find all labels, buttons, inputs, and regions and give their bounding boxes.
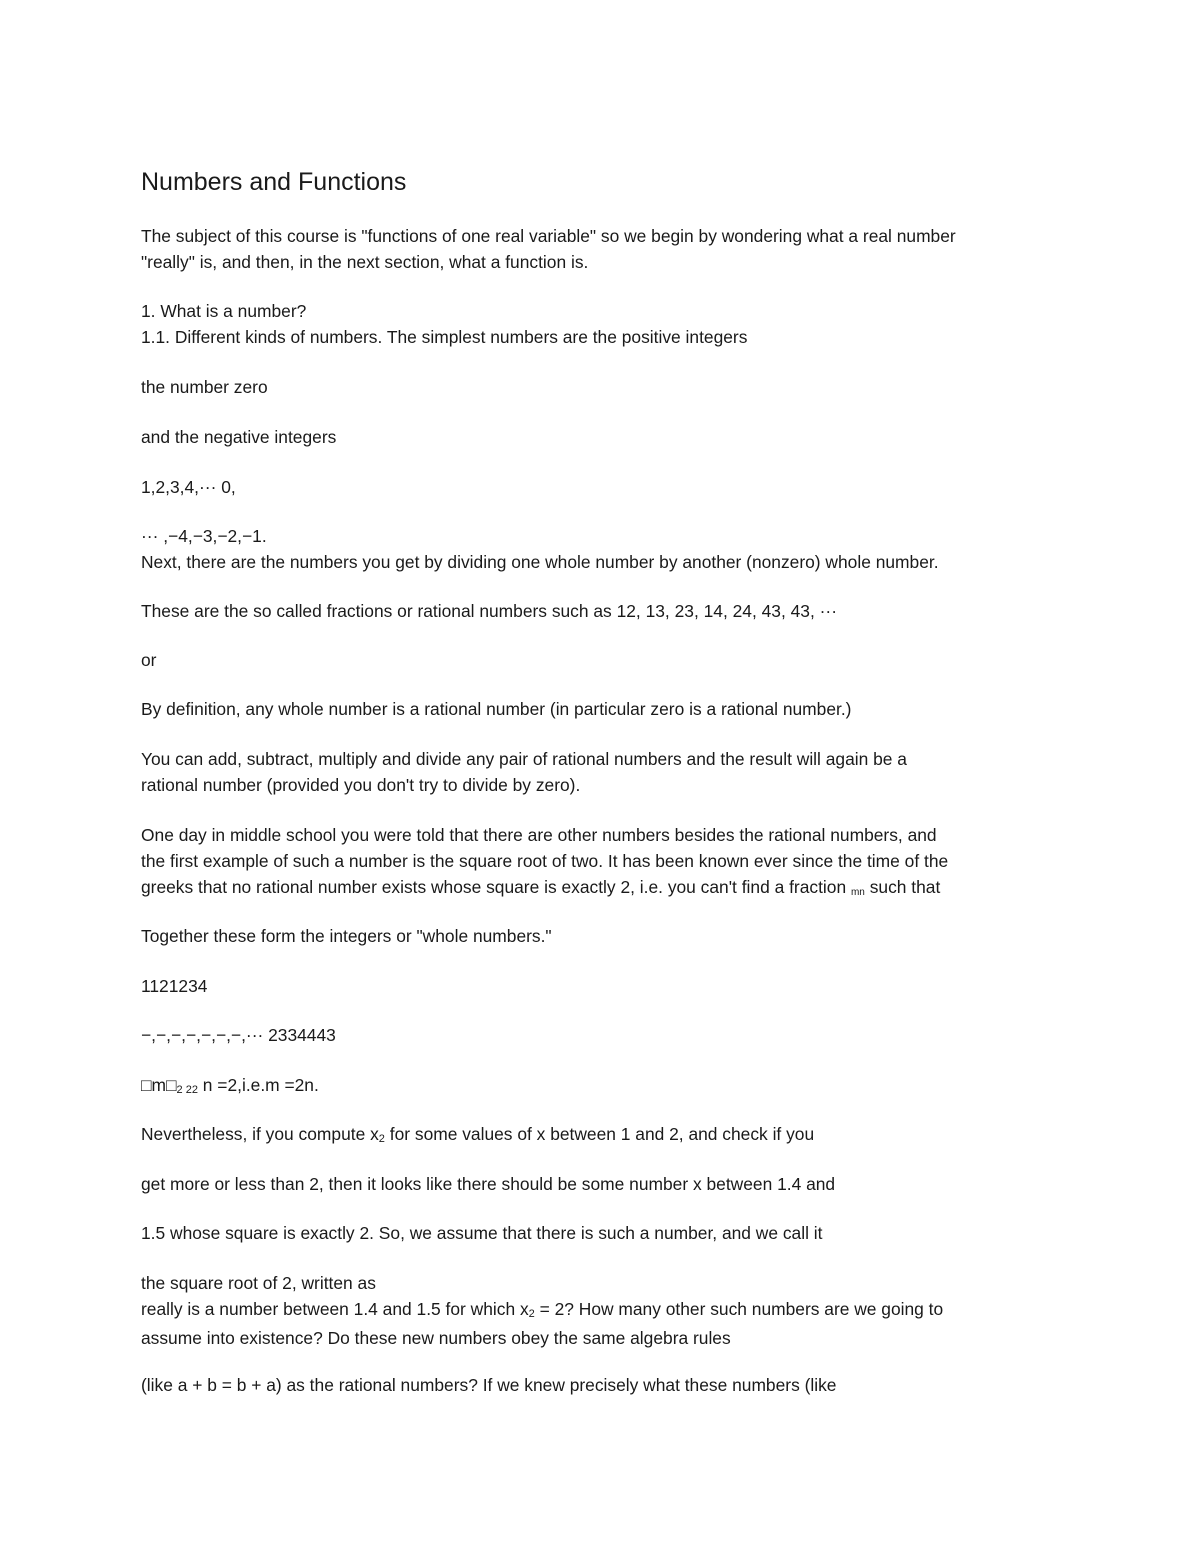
middle-school-line-3-end: such that <box>869 877 941 897</box>
equation-box-1: □ <box>141 1075 152 1095</box>
middle-school-line-1: One day in middle school you were told that there are other numbers besides the rational numbers, and <box>141 825 937 845</box>
subsection-line: 1.1. Different kinds of numbers. The simplest numbers are the positive integers <box>141 327 748 347</box>
assume-paragraph: 1.5 whose square is exactly 2. So, we assume that there is such a number, and we call it <box>141 1223 823 1243</box>
fraction-mn: mn <box>850 887 865 898</box>
equation-rest: n =2,i.e.m =2n. <box>202 1075 319 1095</box>
division-block <box>141 523 939 575</box>
operations-paragraph <box>141 746 907 798</box>
section-block <box>141 298 747 350</box>
equation-small: 2 22 <box>176 1084 198 1096</box>
middle-school-line-3 <box>141 874 948 904</box>
or-paragraph: or <box>141 650 157 670</box>
negative-sequence-line: ··· ,−4,−3,−2,−1. <box>141 526 267 546</box>
division-line: Next, there are the numbers you get by dividing one whole number by another (nonzero) whole number. <box>141 552 939 572</box>
intro-line-2: "really" is, and then, in the next section, what a function is. <box>141 252 589 272</box>
zero-paragraph: the number zero <box>141 377 268 397</box>
together-paragraph: Together these form the integers or "whole numbers." <box>141 926 552 946</box>
middle-school-paragraph <box>141 822 948 904</box>
intro-paragraph <box>141 223 956 275</box>
equation-m: m <box>151 1075 167 1095</box>
last-paragraph: (like a + b = b + a) as the rational numbers? If we knew precisely what these numbers (like <box>141 1375 837 1395</box>
really-end: = 2? How many other such numbers are we going to <box>534 1299 944 1319</box>
intro-line-1: The subject of this course is "functions of one real variable" so we begin by wondering what a real number <box>141 226 956 246</box>
fractions-paragraph: These are the so called fractions or rational numbers such as 12, 13, 23, 14, 24, 43, 43, ··· <box>141 601 838 621</box>
sqrt-line: the square root of 2, written as <box>141 1273 376 1293</box>
equation-paragraph <box>141 1072 319 1101</box>
assume-existence-line: assume into existence? Do these new numbers obey the same algebra rules <box>141 1328 731 1348</box>
middle-school-line-2: the first example of such a number is the square root of two. It has been known ever since the time of the <box>141 851 949 871</box>
nevertheless-start: Nevertheless, if you compute x <box>141 1124 379 1144</box>
page-title: Numbers and Functions <box>141 168 407 196</box>
section-heading: 1. What is a number? <box>141 301 307 321</box>
operations-line-1: You can add, subtract, multiply and divide any pair of rational numbers and the result will again be a <box>141 749 907 769</box>
more-less-paragraph: get more or less than 2, then it looks like there should be some number x between 1.4 and <box>141 1174 836 1194</box>
negatives-paragraph: and the negative integers <box>141 427 337 447</box>
sequence-paragraph: 1,2,3,4,··· 0, <box>141 477 236 497</box>
digits-paragraph: 1121234 <box>141 976 208 996</box>
nevertheless-sub: 2 <box>378 1133 385 1145</box>
really-line <box>141 1296 943 1325</box>
equation-box-2: □ <box>166 1075 177 1095</box>
dashes-paragraph: −,−,−,−,−,−,−,··· 2334443 <box>141 1025 336 1045</box>
really-start: really is a number between 1.4 and 1.5 for which x <box>141 1299 529 1319</box>
operations-line-2: rational number (provided you don't try to divide by zero). <box>141 775 581 795</box>
nevertheless-paragraph <box>141 1121 814 1150</box>
sqrt-paragraph <box>141 1270 943 1351</box>
middle-school-line-3-start: greeks that no rational number exists whose square is exactly 2, i.e. you can't find a fraction <box>141 877 847 897</box>
really-sub: 2 <box>528 1308 535 1320</box>
definition-paragraph: By definition, any whole number is a rational number (in particular zero is a rational number.) <box>141 699 852 719</box>
nevertheless-end: for some values of x between 1 and 2, and check if you <box>389 1124 815 1144</box>
